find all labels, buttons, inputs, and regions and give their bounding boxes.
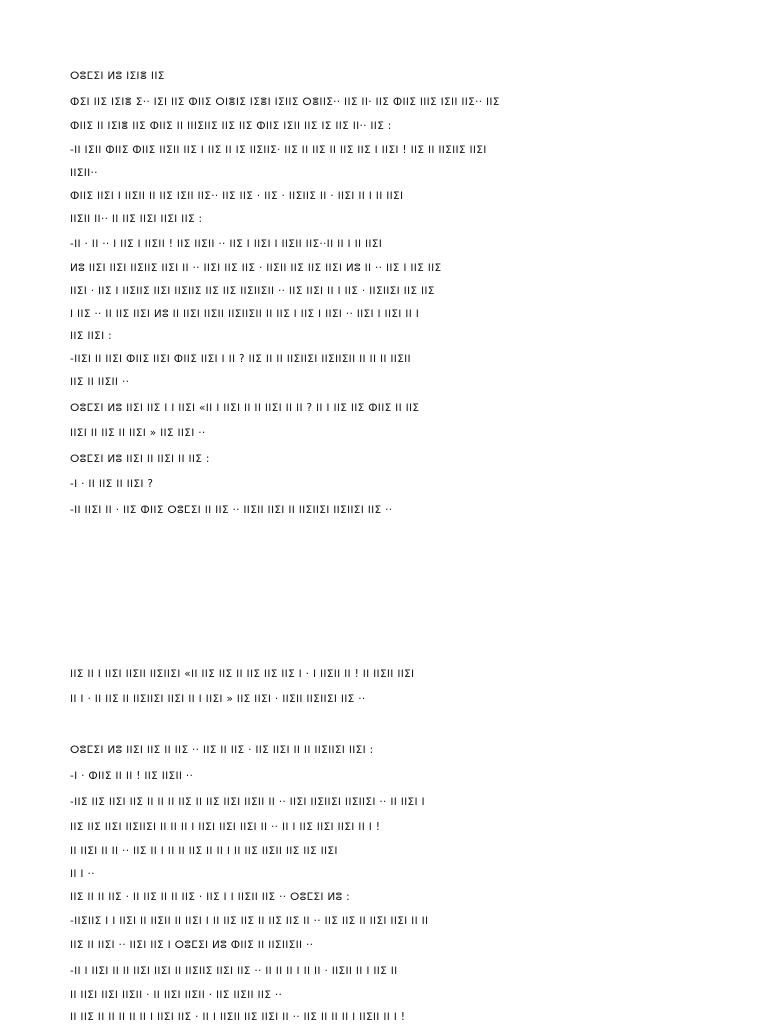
text-line: -ⵏ · ⵏⵏ ⵏⵏⵉ ⵏⵏ ⵏⵏⵉⵏ ?	[70, 478, 154, 490]
text-line: ⵏⵏ ⵏⵏⵉ ⵏⵏ ⵏⵏ ⵏⵏ ⵏⵏ ⵏⵏ ⵏ ⵏⵏⵉⵏ ⵏⵏⵉ · ⵏⵏ ⵏ ⵏⵏⵉⵏⵏ ⵏⵏⵉ ⵏⵏⵉⵏ ⵏⵏ ·· ⵏⵏⵉ ⵏⵏ ⵏⵏ ⵏⵏ ⵏ ⵏⵏⵉⵏⵏ ⵏⵏ ⵏ !	[70, 1011, 406, 1023]
text-line: -ⵏⵏⵉⵏⵏⵉ ⵏ ⵏ ⵏⵏⵉⵏ ⵏⵏ ⵏⵏⵉⵏⵏ ⵏⵏ ⵏⵏⵉⵏ ⵏ ⵏⵏ ⵏⵏⵉ ⵏⵏⵉ ⵏⵏ ⵏⵏⵉ ⵏⵏⵉ ⵏⵏ ·· ⵏⵏⵉ ⵏⵏⵉ ⵏⵏ ⵏⵏⵉⵏ ⵏⵏⵉⵏ ⵏⵏ ⵏⵏ	[70, 915, 429, 927]
text-line: ⵏⵏⵉ ⵏⵏ ⵏⵏⵉⵏ ·· ⵏⵏⵉⵏ ⵏⵏⵉ ⵏ ⵔⵓⵎⵉⵏ ⵍⵓ ⵀⵏⵏⵉ ⵏⵏ ⵏⵏⵉⵏⵏⵉⵏⵏ ··	[70, 939, 314, 951]
text-line: ⵀⵏⵏⵉ ⵏⵏⵉⵏ ⵏ ⵏⵏⵉⵏⵏ ⵏⵏ ⵏⵏⵉ ⵏⵉⵏⵏ ⵏⵏⵉ·· ⵏⵏⵉ ⵏⵏⵉ · ⵏⵏⵉ · ⵏⵏⵉⵏⵏⵉ ⵏⵏ · ⵏⵏⵉⵏ ⵏⵏ ⵏ ⵏⵏ ⵏⵏⵉⵏ	[70, 190, 404, 202]
text-line: ⵏⵏⵉ ⵏⵏ ⵏⵏ ⵏⵏⵉ · ⵏⵏ ⵏⵏⵉ ⵏⵏ ⵏⵏ ⵏⵏⵉ · ⵏⵏⵉ ⵏ ⵏ ⵏⵏⵉⵏⵏ ⵏⵏⵉ ·· ⵔⵓⵎⵉⵏ ⵍⵓ :	[70, 891, 350, 903]
text-line: -ⵏⵏ ⵏⵉⵏⵏ ⵀⵏⵏⵉ ⵀⵏⵏⵉ ⵏⵏⵉⵏⵏ ⵏⵏⵉ ⵏ ⵏⵏⵉ ⵏⵏ ⵏⵉ ⵏⵏⵉⵏⵏⵉ· ⵏⵏⵉ ⵏⵏ ⵏⵏⵉ ⵏⵏ ⵏⵏⵉ ⵏⵏⵉ ⵏ ⵏⵏⵉⵏ ! ⵏⵏⵉ ⵏⵏ ⵏⵏⵉⵏⵏⵉ ⵏⵏⵉⵏ	[70, 144, 487, 156]
text-line: ⵔⵓⵎⵉⵏ ⵍⵓ ⵏⵏⵉⵏ ⵏⵏⵉ ⵏⵏ ⵏⵏⵉ ·· ⵏⵏⵉ ⵏⵏ ⵏⵏⵉ · ⵏⵏⵉ ⵏⵏⵉⵏ ⵏⵏ ⵏⵏ ⵏⵏⵉⵏⵏⵉⵏ ⵏⵏⵉⵏ :	[70, 744, 374, 756]
text-line: ⵍⵓ ⵏⵏⵉⵏ ⵏⵏⵉⵏ ⵏⵏⵉⵏⵏⵉ ⵏⵏⵉⵏ ⵏⵏ ·· ⵏⵏⵉⵏ ⵏⵏⵉ ⵏⵏⵉ · ⵏⵏⵉⵏⵏ ⵏⵏⵉ ⵏⵏⵉ ⵏⵏⵉⵏ ⵍⵓ ⵏⵏ ·· ⵏⵏⵉ ⵏ ⵏⵏⵉ ⵏⵏⵉ	[70, 262, 442, 274]
text-line: -ⵏⵏ · ⵏⵏ ·· ⵏ ⵏⵏⵉ ⵏ ⵏⵏⵉⵏⵏ ! ⵏⵏⵉ ⵏⵏⵉⵏⵏ ·· ⵏⵏⵉ ⵏ ⵏⵏⵉⵏ ⵏ ⵏⵏⵉⵏⵏ ⵏⵏⵉ··ⵏⵏ ⵏⵏ ⵏ ⵏⵏ ⵏⵏⵉⵏ	[70, 238, 383, 250]
text-line: ⵏ ⵏⵏⵉ ·· ⵏⵏ ⵏⵏⵉ ⵏⵏⵉⵏ ⵍⵓ ⵏⵏ ⵏⵏⵉⵏ ⵏⵏⵉⵏⵏ ⵏⵏⵉⵏⵏⵉⵏⵏ ⵏⵏ ⵏⵏⵉ ⵏ ⵏⵏⵉ ⵏ ⵏⵏⵉⵏ ·· ⵏⵏⵉⵏ ⵏ ⵏⵏⵉⵏ ⵏⵏ ⵏ	[70, 308, 420, 320]
text-line: ⵏⵏ ⵏ · ⵏⵏ ⵏⵏⵉ ⵏⵏ ⵏⵏⵉⵏⵏⵉⵏ ⵏⵏⵉⵏ ⵏⵏ ⵏ ⵏⵏⵉⵏ » ⵏⵏⵉ ⵏⵏⵉⵏ · ⵏⵏⵉⵏⵏ ⵏⵏⵉⵏⵏⵉⵏ ⵏⵏⵉ ··	[70, 693, 366, 705]
text-line: ⵔⵓⵎⵉⵏ ⵍⵓ ⵏⵉⵏⴻ ⵏⵏⵉ	[70, 70, 165, 82]
text-line: ⵀⵉⵏ ⵏⵏⵉ ⵏⵉⵏⴻ ⵉ·· ⵏⵉⵏ ⵏⵏⵉ ⵀⵏⵏⵉ ⵔⵏⴻⵏⵉ ⵏⵉⴻⵏ ⵏⵉⵏⵏⵉ ⵔⴻⵏⵏⵉ·· ⵏⵏⵉ ⵏⵏ· ⵏⵏⵉ ⵀⵏⵏⵉ ⵏⵏⵏⵉ ⵏⵉⵏⵏ ⵏⵏⵉ·· ⵏⵏⵉ	[70, 96, 500, 108]
text-line: ⵏⵏ ⵏⵏⵉⵏ ⵏⵏⵉⵏ ⵏⵏⵉⵏⵏ · ⵏⵏ ⵏⵏⵉⵏ ⵏⵏⵉⵏⵏ · ⵏⵏⵉ ⵏⵏⵉⵏⵏ ⵏⵏⵉ ··	[70, 989, 283, 1001]
text-line: -ⵏⵏ ⵏⵏⵉⵏ ⵏⵏ · ⵏⵏⵉ ⵀⵏⵏⵉ ⵔⵓⵎⵉⵏ ⵏⵏ ⵏⵏⵉ ·· ⵏⵏⵉⵏⵏ ⵏⵏⵉⵏ ⵏⵏ ⵏⵏⵉⵏⵏⵉⵏ ⵏⵏⵉⵏⵏⵉⵏ ⵏⵏⵉ ··	[70, 504, 393, 516]
text-line: -ⵏⵏⵉ ⵏⵏⵉ ⵏⵏⵉⵏ ⵏⵏⵉ ⵏⵏ ⵏⵏ ⵏⵏ ⵏⵏⵉ ⵏⵏ ⵏⵏⵉ ⵏⵏⵉⵏ ⵏⵏⵉⵏⵏ ⵏⵏ ·· ⵏⵏⵉⵏ ⵏⵏⵉⵏⵏⵉⵏ ⵏⵏⵉⵏⵏⵉⵏ ·· ⵏⵏ ⵏⵏⵉⵏ ⵏ	[70, 796, 425, 808]
text-line: ⵏⵏⵉ ⵏⵏ ⵏ ⵏⵏⵉⵏ ⵏⵏⵉⵏⵏ ⵏⵏⵉⵏⵏⵉⵏ «ⵏⵏ ⵏⵏⵉ ⵏⵏⵉ ⵏⵏ ⵏⵏⵉ ⵏⵏⵉ ⵏⵏⵉ ⵏ · ⵏ ⵏⵏⵉⵏⵏ ⵏⵏ ! ⵏⵏ ⵏⵏⵉⵏⵏ ⵏⵏⵉⵏ	[70, 668, 415, 680]
text-line: ⵏⵏⵉ ⵏⵏⵉ ⵏⵏⵉⵏ ⵏⵏⵉⵏⵏⵉⵏ ⵏⵏ ⵏⵏ ⵏⵏ ⵏ ⵏⵏⵉⵏ ⵏⵏⵉⵏ ⵏⵏⵉⵏ ⵏⵏ ·· ⵏⵏ ⵏ ⵏⵏⵉ ⵏⵏⵉⵏ ⵏⵏⵉⵏ ⵏⵏ ⵏ !	[70, 821, 381, 833]
text-line: -ⵏⵏⵉⵏ ⵏⵏ ⵏⵏⵉⵏ ⵀⵏⵏⵉ ⵏⵏⵉⵏ ⵀⵏⵏⵉ ⵏⵏⵉⵏ ⵏ ⵏⵏ ? ⵏⵏⵉ ⵏⵏ ⵏⵏ ⵏⵏⵉⵏⵏⵉⵏ ⵏⵏⵉⵏⵏⵉⵏⵏ ⵏⵏ ⵏⵏ ⵏⵏ ⵏⵏⵉⵏⵏ	[70, 353, 411, 365]
text-line: ⵏⵏ ⵏ ··	[70, 868, 95, 880]
text-line: ⵏⵏⵉⵏⵏ ⵏⵏ·· ⵏⵏ ⵏⵏⵉ ⵏⵏⵉⵏ ⵏⵏⵉⵏ ⵏⵏⵉ :	[70, 213, 203, 225]
text-line: -ⵏ · ⵀⵏⵏⵉ ⵏⵏ ⵏⵏ ! ⵏⵏⵉ ⵏⵏⵉⵏⵏ ··	[70, 770, 194, 782]
text-line: ⵏⵏ ⵏⵏⵉⵏ ⵏⵏ ⵏⵏ ·· ⵏⵏⵉ ⵏⵏ ⵏ ⵏⵏ ⵏⵏ ⵏⵏⵉ ⵏⵏ ⵏⵏ ⵏ ⵏⵏ ⵏⵏⵉ ⵏⵏⵉⵏⵏ ⵏⵏⵉ ⵏⵏⵉ ⵏⵏⵉⵏ	[70, 845, 338, 857]
text-line: ⵏⵏⵉⵏ · ⵏⵏⵉ ⵏ ⵏⵏⵉⵏⵏⵉ ⵏⵏⵉⵏ ⵏⵏⵉⵏⵏⵉ ⵏⵏⵉ ⵏⵏⵉ ⵏⵏⵉⵏⵏⵉⵏⵏ ·· ⵏⵏⵉ ⵏⵏⵉⵏ ⵏⵏ ⵏ ⵏⵏⵉ · ⵏⵏⵉⵏⵏⵉⵏ ⵏⵏⵉ ⵏⵏⵉ	[70, 285, 435, 297]
text-line: ⵏⵏⵉ ⵏⵏ ⵏⵏⵉⵏⵏ ··	[70, 376, 130, 388]
text-line: ⵏⵏⵉⵏⵏ··	[70, 167, 98, 179]
text-line: ⵏⵏⵉⵏ ⵏⵏ ⵏⵏⵉ ⵏⵏ ⵏⵏⵉⵏ » ⵏⵏⵉ ⵏⵏⵉⵏ ··	[70, 427, 206, 439]
text-line: ⵔⵓⵎⵉⵏ ⵍⵓ ⵏⵏⵉⵏ ⵏⵏⵉ ⵏ ⵏ ⵏⵏⵉⵏ «ⵏⵏ ⵏ ⵏⵏⵉⵏ ⵏⵏ ⵏⵏ ⵏⵏⵉⵏ ⵏⵏ ⵏⵏ ? ⵏⵏ ⵏ ⵏⵏⵉ ⵏⵏⵉ ⵀⵏⵏⵉ ⵏⵏ ⵏⵏⵉ	[70, 402, 420, 414]
text-line: -ⵏⵏ ⵏ ⵏⵏⵉⵏ ⵏⵏ ⵏⵏ ⵏⵏⵉⵏ ⵏⵏⵉⵏ ⵏⵏ ⵏⵏⵉⵏⵏⵉ ⵏⵏⵉⵏ ⵏⵏⵉ ·· ⵏⵏ ⵏⵏ ⵏⵏ ⵏ ⵏⵏ ⵏⵏ · ⵏⵏⵉⵏⵏ ⵏⵏ ⵏ ⵏⵏⵉ ⵏⵏ	[70, 965, 398, 977]
text-line: ⵀⵏⵏⵉ ⵏⵏ ⵏⵉⵏⴻ ⵏⵏⵉ ⵀⵏⵏⵉ ⵏⵏ ⵏⵏⵏⵉⵏⵏⵉ ⵏⵏⵉ ⵏⵏⵉ ⵀⵏⵏⵉ ⵏⵉⵏⵏ ⵏⵏⵉ ⵏⵉ ⵏⵏⵉ ⵏⵏ·· ⵏⵏⵉ :	[70, 120, 392, 132]
text-line: ⵏⵏⵉ ⵏⵏⵉⵏ :	[70, 330, 112, 342]
text-line: ⵔⵓⵎⵉⵏ ⵍⵓ ⵏⵏⵉⵏ ⵏⵏ ⵏⵏⵉⵏ ⵏⵏ ⵏⵏⵉ :	[70, 453, 210, 465]
